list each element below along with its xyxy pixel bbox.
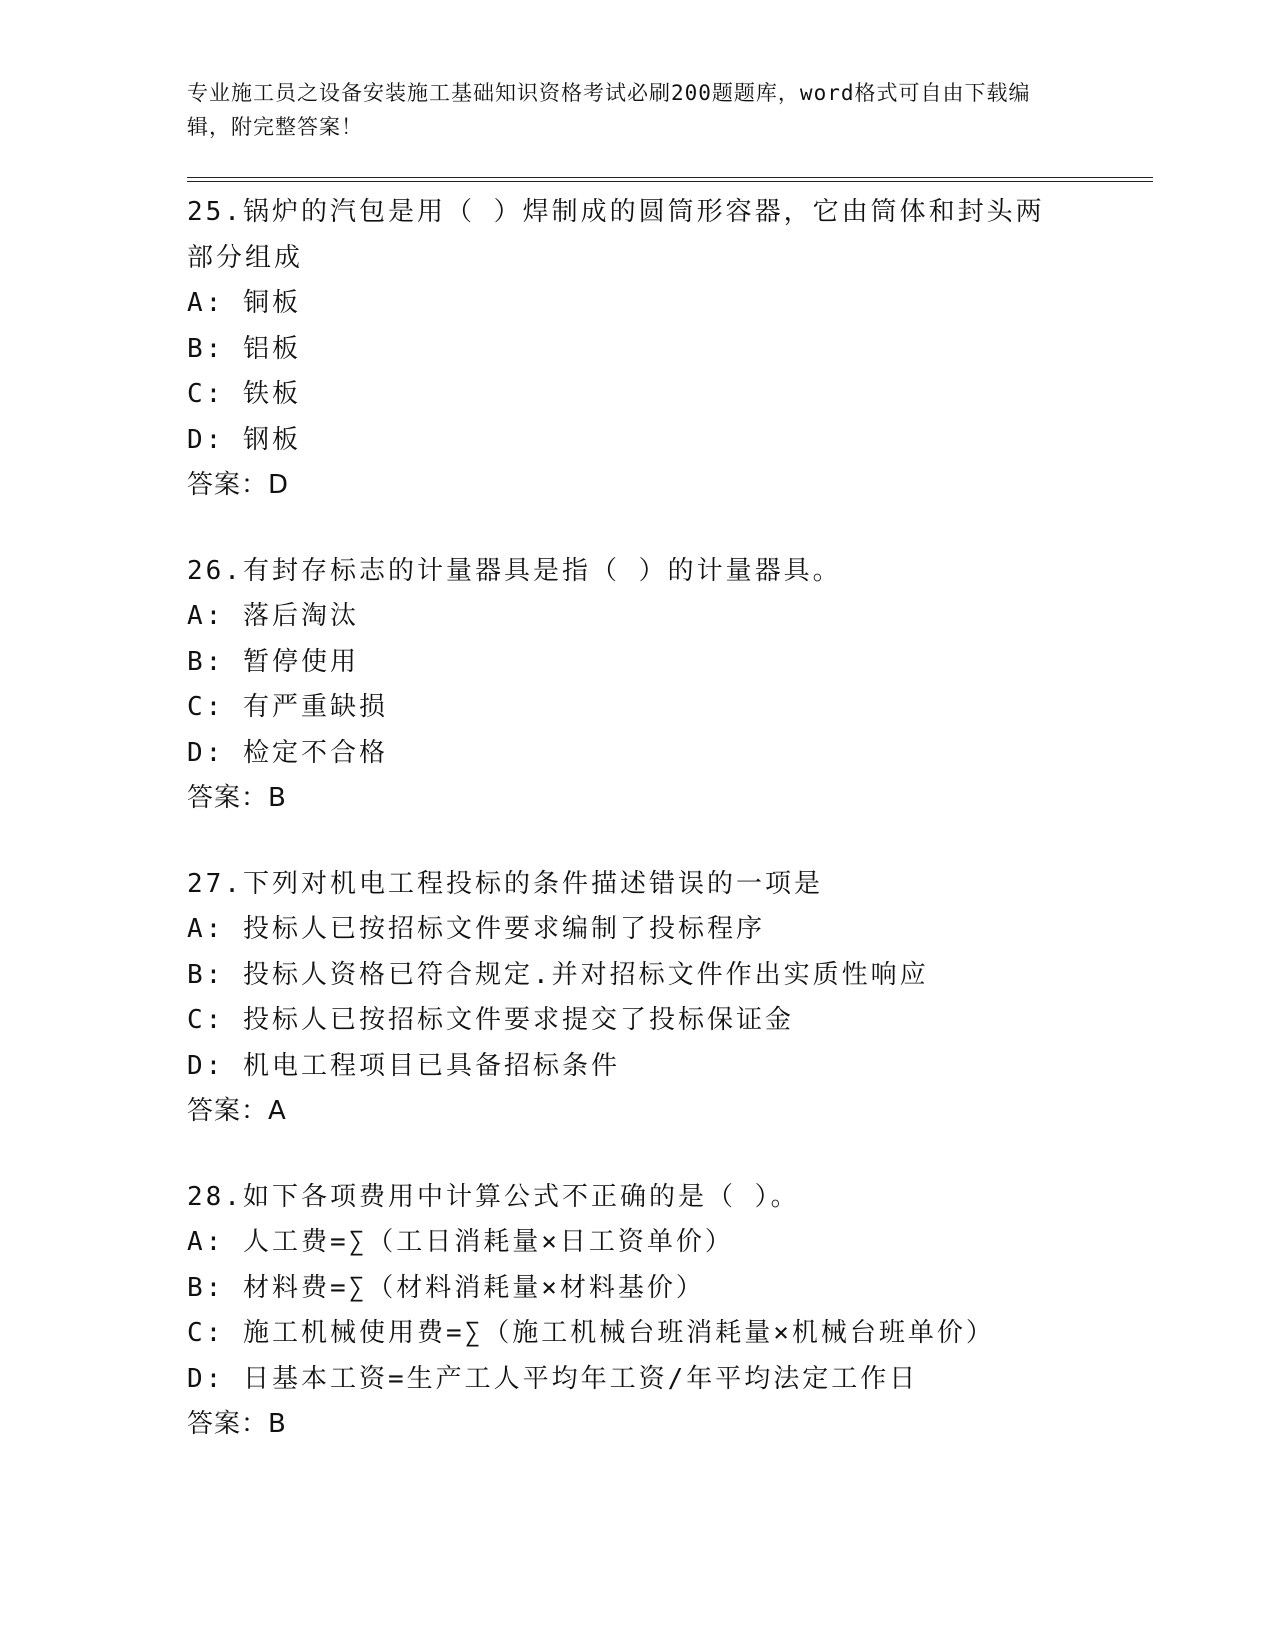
option-d: D: 检定不合格 (187, 737, 388, 768)
option-c: C: 投标人已按招标文件要求提交了投标保证金 (187, 1005, 794, 1035)
option-b: B: 投标人资格已符合规定.并对招标文件作出实质性响应 (187, 959, 929, 990)
option-d: D: 机电工程项目已具备招标条件 (187, 1050, 620, 1081)
option-d: D: 日基本工资=生产工人平均年工资/年平均法定工作日 (187, 1363, 919, 1394)
option-b: B: 材料费=∑（材料消耗量×材料基价） (187, 1272, 705, 1303)
option-c: C: 铁板 (187, 379, 301, 409)
question-stem: 25.锅炉的汽包是用（ ）焊制成的圆筒形容器，它由筒体和封头两部分组成 (187, 197, 1045, 273)
option-c: C: 施工机械使用费=∑（施工机械台班消耗量×机械台班单价） (187, 1318, 995, 1348)
option-b: B: 铝板 (187, 333, 301, 364)
header-divider (187, 177, 1153, 182)
answer-line: 答案：B (187, 1409, 287, 1439)
option-a: A: 投标人已按招标文件要求编制了投标程序 (187, 914, 765, 944)
option-a: A: 铜板 (187, 288, 301, 318)
question-27 (187, 862, 1153, 1135)
question-stem: 27.下列对机电工程投标的条件描述错误的一项是 (187, 868, 823, 899)
option-c: C: 有严重缺损 (187, 692, 388, 722)
question-25 (187, 190, 1153, 509)
question-list (187, 190, 1153, 1488)
question-stem: 28.如下各项费用中计算公式不正确的是（ ）。 (187, 1181, 800, 1212)
answer-line: 答案：A (187, 1096, 287, 1126)
answer-line: 答案：D (187, 470, 290, 500)
document-header: 专业施工员之设备安装施工基础知识资格考试必刷200题题库，word格式可自由下载编辑，附完整答案！ (187, 81, 1031, 139)
answer-line: 答案：B (187, 783, 287, 813)
option-a: A: 人工费=∑（工日消耗量×日工资单价） (187, 1227, 734, 1257)
option-b: B: 暂停使用 (187, 646, 359, 677)
question-stem: 26.有封存标志的计量器具是指（ ）的计量器具。 (187, 555, 842, 586)
option-d: D: 钢板 (187, 424, 301, 455)
option-a: A: 落后淘汰 (187, 601, 359, 631)
question-26 (187, 549, 1153, 822)
question-28 (187, 1175, 1153, 1448)
